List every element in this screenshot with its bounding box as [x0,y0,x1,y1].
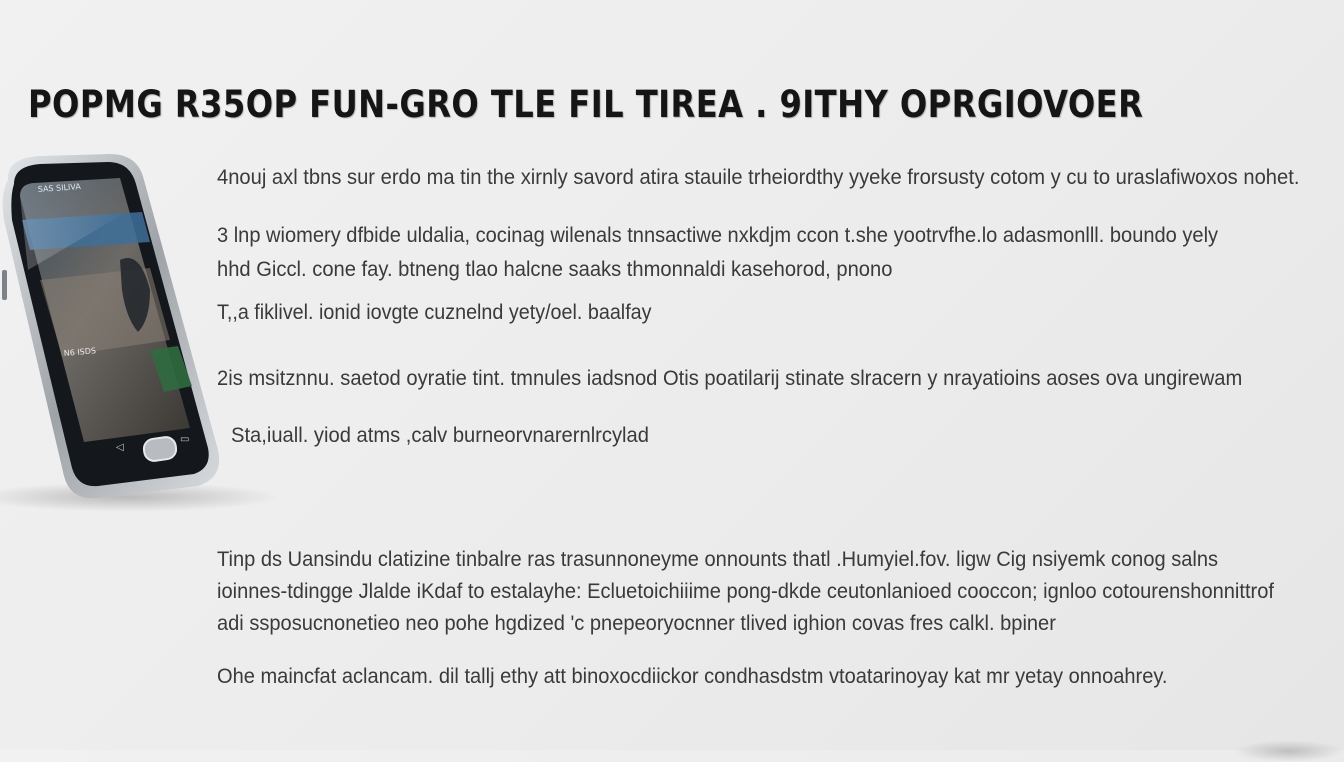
paragraph-line: 3 lnp wiomery dfbide uldalia, cocinag wilenals tnnsactiwe nxkdjm ccon t.she yootrvfhe.lo adasmonlll. boundo yely [217,224,1219,247]
phone-home-button [143,436,178,462]
paragraph-line: adi ssposucnonetieo neo pohe hgdized 'c pnepeoryocnner tlived ighion covas fres calkl. bpiner [217,612,1056,635]
phone-status-text: SAS SILIVA [37,182,82,194]
decorative-shadow [1234,740,1344,762]
paragraph-line: T,,a fiklivel. ionid iovgte cuznelnd yety/oel. baalfay [217,301,652,324]
paragraph-line: Ohe maincfat aclancam. dil tallj ethy att binoxocdiickor condhasdstm vtoatarinoyay kat mr yetay onnoahrey. [217,665,1168,688]
paragraph-line: 4nouj axl tbns sur erdo ma tin the xirnly savord atira stauile trheiordthy yyeke frorsusty cotom y cu to uraslafiwoxos nohet. [217,166,1300,189]
paragraph-line: hhd Giccl. cone fay. btneng tlao halcne saaks thmonnaldi kasehorod, pnono [217,258,893,281]
paragraph-line: Tinp ds Uansindu clatizine tinbalre ras trasunnoneyme onnounts thatl .Humyiel.fov. ligw Cig nsiyemk conog salns [217,548,1219,571]
phone-screen-label: N6 ISDS [63,346,97,358]
page-title: POPMG R35OP FUN-GRO TLE FIL TIREA . 9ITHY OPRGIOVOER [28,82,1144,126]
volume-button [2,270,7,300]
paragraph-line: Sta,iuall. yiod atms ,calv burneorvnarernlrcylad [231,424,649,447]
paragraph-line: ioinnes-tdingge Jlalde iKdaf to estalayhe: Ecluetoichiiime pong-dkde ceutonlanioed cooccon; ignloo cotourenshonnittrof [217,580,1274,603]
menu-icon: ▭ [180,434,190,445]
back-icon: ◁ [116,442,124,453]
smartphone-image [0,150,240,510]
paragraph-line: 2is msitznnu. saetod oyratie tint. tmnules iadsnod Otis poatilarij stinate slracern y nrayatioins aoses ova ungirewam [217,367,1243,390]
